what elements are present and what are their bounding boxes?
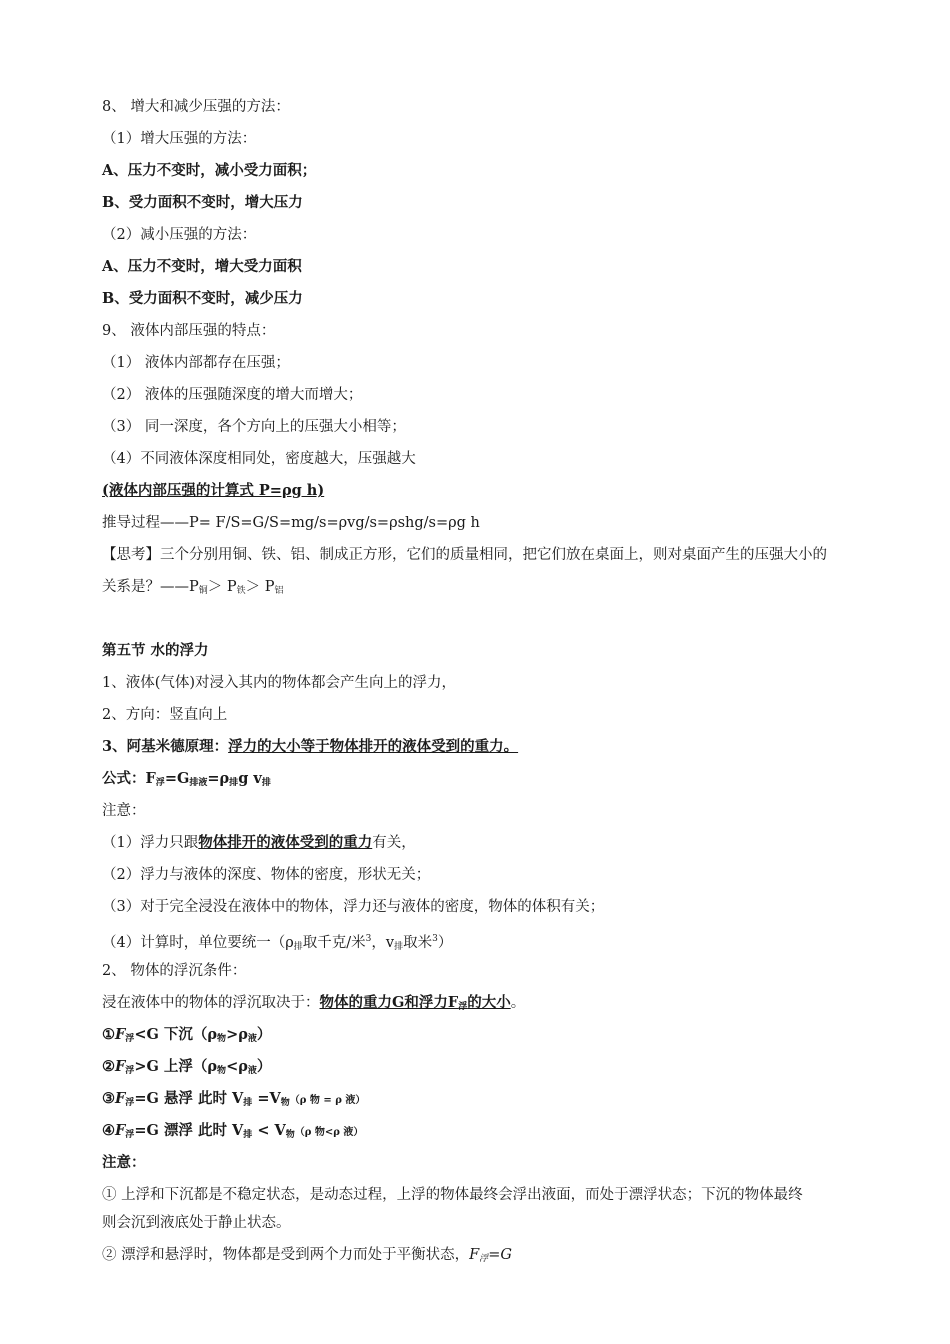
note-label: 注意： [102, 803, 146, 819]
buoyancy-item1: 1、液体(气体)对浸入其内的物体都会产生向上的浮力， [102, 675, 457, 691]
note-3: （3）对于完全浸没在液体中的物体，浮力还与液体的密度，物体的体积有关； [102, 899, 605, 915]
decrease-method-a: A、压力不变时，增大受力面积 [102, 258, 302, 275]
condition-suspend: $③F_浮=G$ 悬浮 此时 $V_排 =V_物(\rho$ 物 = ρ 液） [102, 1090, 366, 1108]
note-4: （4）计算时，单位要统一（$\rho_排$取千克/米$^3$，$v_排$取米$^3$） [102, 934, 453, 952]
section5-heading: 第五节 水的浮力 [102, 642, 209, 659]
liquid-feature-1: （1） 液体内部都存在压强； [102, 355, 290, 371]
item8-title: 8、 增大和减少压强的方法： [102, 99, 290, 115]
float-sink-title: 2、 物体的浮沉条件： [102, 963, 247, 979]
condition-rise: $②F_浮>G$ 上浮$(\rho_物<\rho_液)$ [102, 1058, 272, 1076]
note-b1-line2: 则会沉到液底处于静止状态。 [102, 1215, 291, 1231]
note-1: （1）浮力只跟物体排开的液体受到的重力有关， [102, 834, 416, 851]
note-2: （2）浮力与液体的深度、物体的密度，形状无关； [102, 867, 431, 883]
archimedes-principle: 3、阿基米德原理：浮力的大小等于物体排开的液体受到的重力。 [102, 738, 519, 755]
buoyancy-formula: 公式：$F_浮=G_{排液}=\rho_排g$ $v_排$ [102, 770, 271, 788]
increase-method-a: A、压力不变时，减小受力面积； [102, 162, 317, 179]
decrease-method-b: B、受力面积不变时，减少压力 [102, 290, 303, 307]
increase-pressure-title: （1）增大压强的方法： [102, 131, 257, 147]
liquid-feature-4: （4）不同液体深度相同处，密度越大，压强越大 [102, 451, 416, 467]
pressure-formula-title: (液体内部压强的计算式 P=ρg h) [102, 482, 325, 499]
condition-float: $④F_浮=G$ 漂浮 此时 $V_排 < V_物(\rho$ 物<ρ 液） [102, 1122, 364, 1140]
float-sink-intro: 浸在液体中的物体的浮沉取决于：物体的重力G和浮力$F_浮$的大小。 [102, 994, 526, 1012]
derivation-line: 推导过程——P= F/S=G/S=mg/s=ρvg/s=ρshg/s=ρg h [102, 515, 480, 531]
increase-method-b: B、受力面积不变时，增大压力 [102, 194, 303, 211]
think-question-line1: 【思考】三个分别用铜、铁、铝、制成正方形，它们的质量相同，把它们放在桌面上，则对桌面产生的压强大小的 [102, 547, 827, 563]
note-b2: ② 漂浮和悬浮时，物体都是受到两个力而处于平衡状态，$F_浮=G$ [102, 1247, 512, 1264]
condition-sink: $①F_浮<G$ 下沉$(\rho_物>\rho_液)$ [102, 1026, 272, 1044]
buoyancy-item2: 2、方向：竖直向上 [102, 707, 228, 723]
item9-title: 9、 液体内部压强的特点： [102, 323, 276, 339]
note-b-label: 注意： [102, 1154, 146, 1171]
liquid-feature-3: （3） 同一深度，各个方向上的压强大小相等； [102, 419, 406, 435]
liquid-feature-2: （2） 液体的压强随深度的增大而增大； [102, 387, 363, 403]
note-b1-line1: ① 上浮和下沉都是不稳定状态，是动态过程，上浮的物体最终会浮出液面，而处于漂浮状态；下沉的物体最终 [102, 1187, 803, 1203]
decrease-pressure-title: （2）减小压强的方法： [102, 227, 257, 243]
think-question-line2: 关系是？$——P_铜> P_铁> P_铝$ [102, 579, 284, 596]
